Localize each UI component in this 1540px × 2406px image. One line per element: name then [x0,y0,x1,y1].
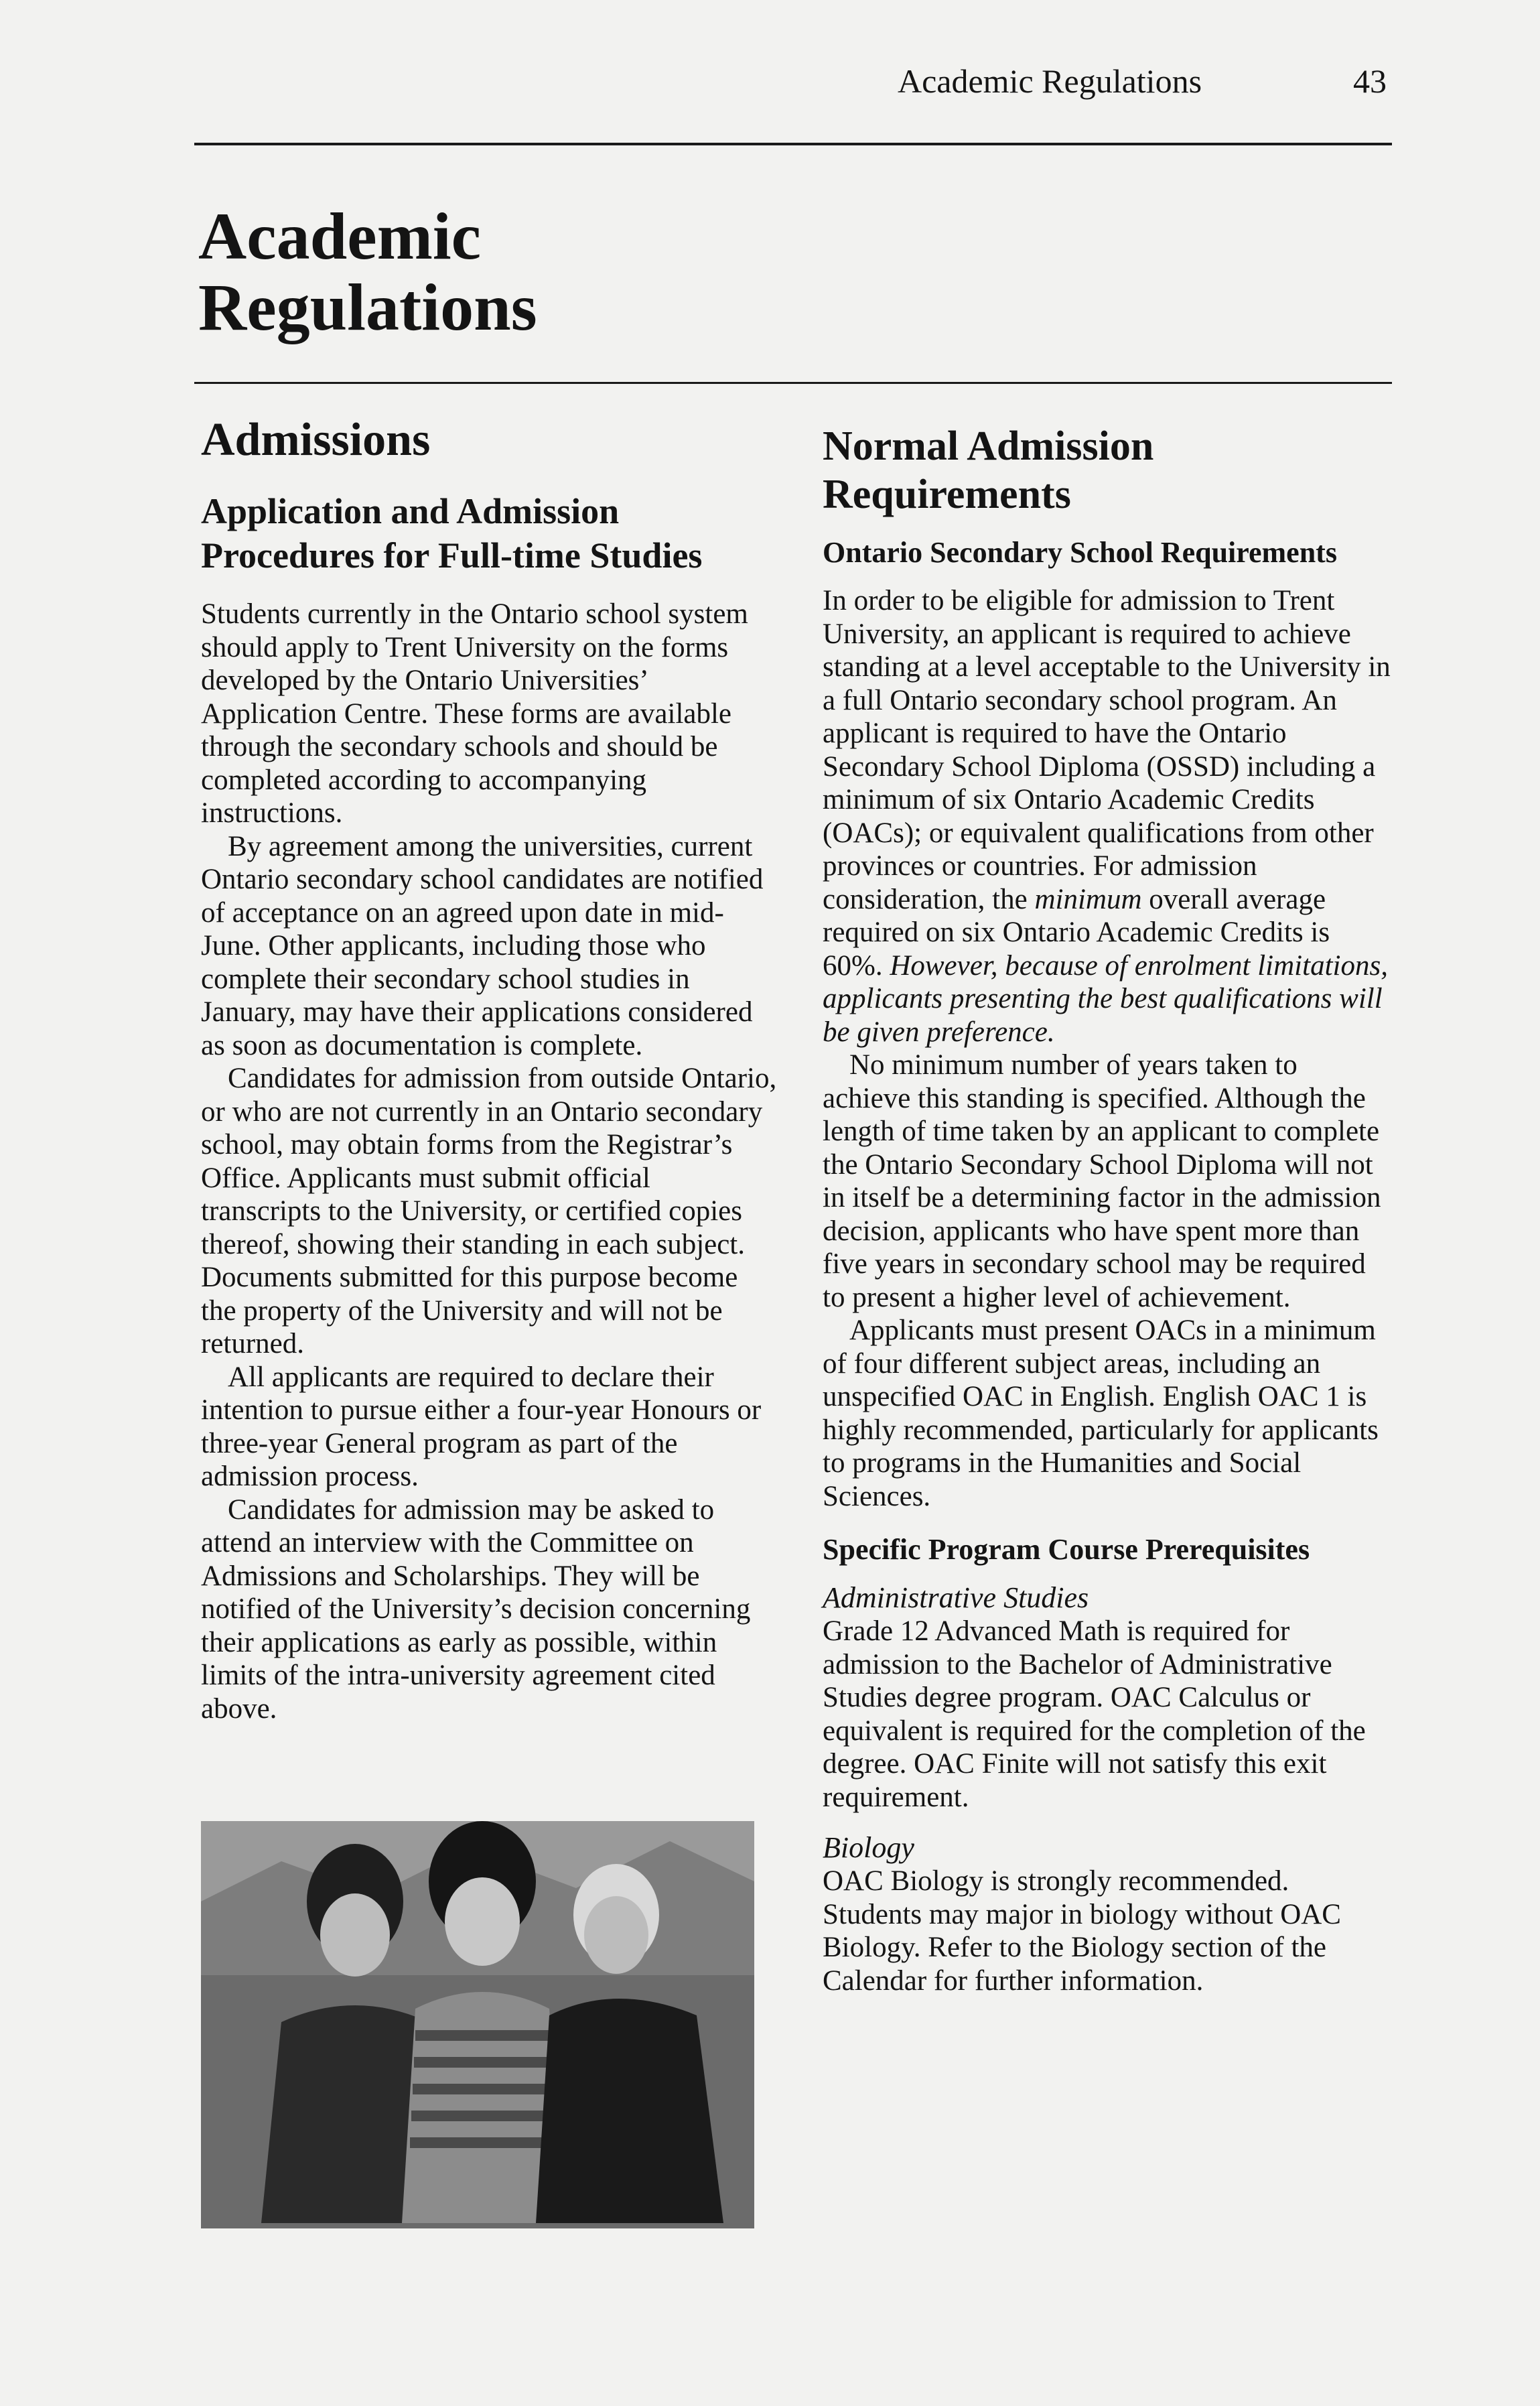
photo-illustration [201,1821,754,2228]
paragraph: Candidates for admission may be asked to attend an interview with the Committee on Admissions and Scholarships. They will be notified of the University’s decision concerning their applications as early as possible, within limits of the intra-university agreement cited above. [201,1493,751,1725]
biology-text: OAC Biology is strongly recommended. Students may major in biology without OAC Biology. Refer to the Biology section of the Calendar for further information. [823,1865,1341,1997]
biology-label: Biology [823,1831,914,1864]
title-rule [194,382,1392,384]
paragraph: All applicants are required to declare their intention to pursue either a four-year Honours or three-year General program as part of the admission process. [201,1361,762,1492]
prerequisites-heading: Specific Program Course Prerequisites [823,1533,1310,1566]
administrative-studies-text: Grade 12 Advanced Math is required for admission to the Bachelor of Administrative Studies degree program. OAC Calculus or equivalent is required for the completion of the degree. OAC Finite will not satisfy this exit requirement. [823,1615,1366,1813]
paragraph: No minimum number of years taken to achieve this standing is specified. Although the length of time taken by an applicant to complete the Ontario Secondary School Diploma will not in itself be a determining factor in the admission decision, applicants who have spent more than five years in secondary school may be required to present a higher level of achievement. [823,1049,1381,1313]
left-column [201,415,777,1725]
running-header [898,62,1387,101]
chapter-title: Academic Regulations [198,199,537,344]
right-column [823,422,1392,1997]
administrative-studies-label: Administrative Studies [823,1581,1089,1614]
paragraph: Students currently in the Ontario school system should apply to Trent University on the forms developed by the Ontario Universities’ Application Centre. These forms are available through the secondary schools and should be completed according to accompanying instructions. [201,598,748,829]
paragraph: Candidates for admission from outside Ontario, or who are not currently in an Ontario secondary school, may obtain forms from the Registrar’s Office. Applicants must submit official transcripts to the University, or certified copies thereof, showing their standing in each subject. Documents submitted for this purpose become the property of the University and will not be returned. [201,1063,777,1359]
paragraph: By agreement among the universities, current Ontario secondary school candidates are notified of acceptance on an agreed upon date in mid-June. Other applicants, including those who complete their secondary school studies in January, may have their applications considered as soon as documentation is complete. [201,830,764,1061]
paragraph: In order to be eligible for admission to Trent University, an applicant is required to achieve standing at a level acceptable to the University in a full Ontario secondary school program. An applicant is required to have the Ontario Secondary School Diploma (OSSD) including a minimum of six Ontario Academic Credits (OACs); or equivalent qualifications from other provinces or countries. For admission consideration, the minimum overall average required on six Ontario Academic Credits is 60%. However, because of enrolment limitations, applicants presenting the best qualifications will be given preference. [823,585,1391,1048]
application-procedures-heading: Application and Admission Procedures for Full-time Studies [201,491,703,576]
running-title: Academic Regulations [898,62,1202,100]
admissions-heading: Admissions [201,414,431,466]
paragraph: Applicants must present OACs in a minimum of four different subject areas, including an unspecified OAC in English. English OAC 1 is highly recommended, particularly for applicants to programs in the Humanities and Social Sciences. [823,1315,1379,1512]
students-photo [201,1821,754,2228]
page-number: 43 [1353,62,1387,100]
top-rule [194,143,1392,145]
ossr-heading: Ontario Secondary School Requirements [823,536,1337,569]
normal-admission-heading: Normal Admission Requirements [823,423,1154,517]
